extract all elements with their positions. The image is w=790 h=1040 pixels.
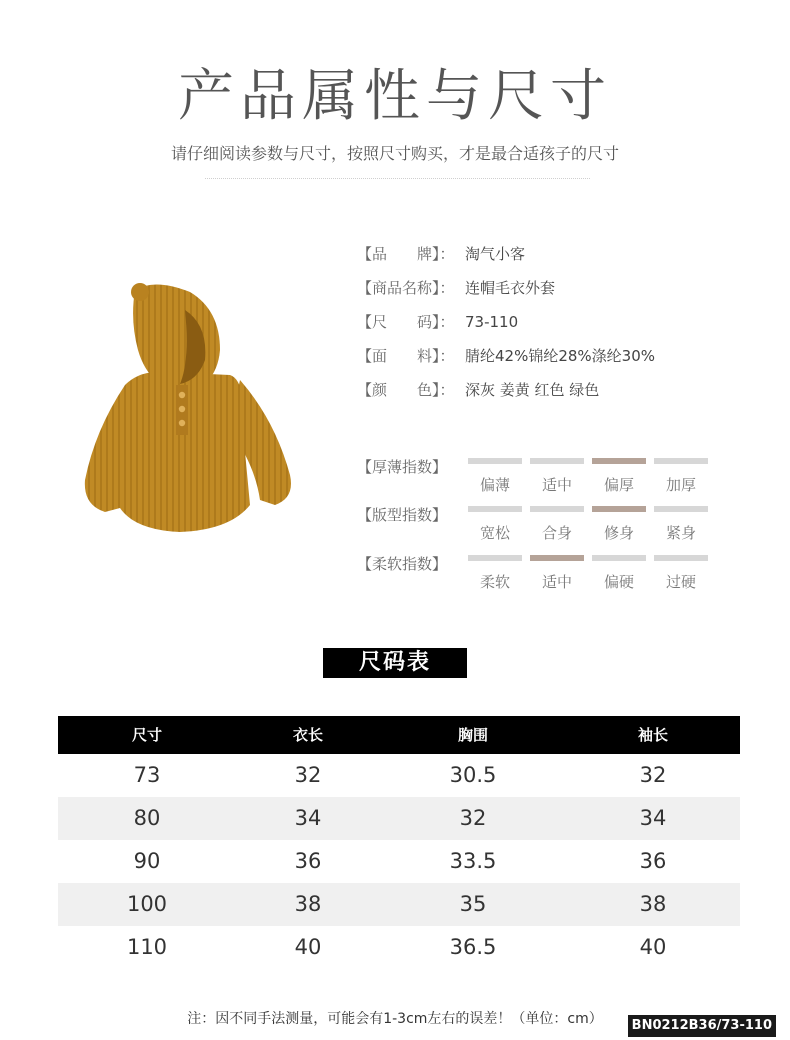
index-option-label: 偏薄 <box>479 476 510 494</box>
index-option <box>650 458 712 495</box>
index-bar <box>654 555 708 561</box>
attribute-label: 【颜 色】： <box>357 381 455 399</box>
index-option <box>588 458 650 495</box>
hooded-sweater-illustration <box>80 280 300 540</box>
index-bar <box>592 506 646 512</box>
index-bar <box>468 506 522 512</box>
index-option-label: 偏硬 <box>603 573 634 591</box>
column-header: 袖长 <box>637 726 668 744</box>
table-cell: 40 <box>294 935 322 959</box>
index-option-label: 偏厚 <box>603 476 634 494</box>
attribute-value: 淘气小客 <box>465 245 526 263</box>
table-cell: 40 <box>639 935 667 959</box>
table-cell: 32 <box>639 763 667 787</box>
index-bar <box>530 555 584 561</box>
index-option <box>526 506 588 543</box>
index-option-label: 过硬 <box>665 573 696 591</box>
index-bar <box>654 506 708 512</box>
index-bar <box>654 458 708 464</box>
table-cell: 100 <box>126 892 168 916</box>
table-cell: 38 <box>294 892 322 916</box>
table-cell: 36.5 <box>449 935 497 959</box>
attribute-list <box>357 243 655 413</box>
table-cell: 30.5 <box>449 763 497 787</box>
attribute-label: 【品 牌】： <box>357 245 455 263</box>
attribute-value: 深灰 姜黄 红色 绿色 <box>465 381 600 399</box>
attribute-value: 腈纶42%锦纶28%涤纶30% <box>465 347 656 365</box>
table-row <box>58 754 740 797</box>
table-cell: 80 <box>133 806 161 830</box>
index-bar <box>468 555 522 561</box>
attribute-value: 连帽毛衣外套 <box>465 279 556 297</box>
table-cell: 73 <box>133 763 161 787</box>
table-cell: 35 <box>459 892 487 916</box>
index-option-label: 加厚 <box>665 476 696 494</box>
index-option-label: 柔软 <box>479 573 510 591</box>
table-cell: 110 <box>126 935 168 959</box>
page-title: 产品属性与尺寸 <box>178 64 612 129</box>
size-chart-heading: 尺码表 <box>323 648 467 678</box>
index-option <box>588 555 650 592</box>
index-bar <box>530 506 584 512</box>
index-bar <box>592 555 646 561</box>
attribute-row-size <box>357 311 655 345</box>
attribute-row-brand <box>357 243 655 277</box>
index-option-label: 合身 <box>541 524 572 542</box>
table-row <box>58 926 740 969</box>
thickness-index-scale <box>464 458 712 495</box>
attribute-row-color <box>357 379 655 413</box>
index-option <box>526 458 588 495</box>
thickness-index-label: 【厚薄指数】 <box>357 458 448 476</box>
attribute-label: 【商品名称】： <box>357 279 455 297</box>
measurement-note: 注：因不同手法测量，可能会有1-3cm左右的误差！（单位：cm） <box>187 1011 603 1027</box>
page-subtitle: 请仔细阅读参数与尺寸，按照尺寸购买，才是最合适孩子的尺寸 <box>170 144 619 163</box>
attribute-row-name <box>357 277 655 311</box>
softness-index-scale <box>464 555 712 592</box>
table-row <box>58 797 740 840</box>
table-cell: 33.5 <box>449 849 497 873</box>
index-option <box>526 555 588 592</box>
size-table <box>58 716 740 969</box>
column-header: 胸围 <box>457 726 488 744</box>
index-bar <box>530 458 584 464</box>
attribute-label: 【面 料】： <box>357 347 455 365</box>
index-option <box>650 506 712 543</box>
index-option-label: 修身 <box>603 524 634 542</box>
index-option-label: 紧身 <box>665 524 696 542</box>
divider <box>205 178 590 179</box>
column-header: 衣长 <box>292 726 323 744</box>
attribute-label: 【尺 码】： <box>357 313 455 331</box>
table-row <box>58 840 740 883</box>
index-option <box>464 506 526 543</box>
table-header <box>58 716 740 754</box>
table-cell: 34 <box>639 806 667 830</box>
table-cell: 32 <box>294 763 322 787</box>
table-cell: 36 <box>639 849 667 873</box>
table-cell: 90 <box>133 849 161 873</box>
index-option <box>588 506 650 543</box>
index-bar <box>592 458 646 464</box>
index-option-label: 适中 <box>541 476 572 494</box>
index-option-label: 宽松 <box>479 524 510 542</box>
index-bar <box>468 458 522 464</box>
table-cell: 36 <box>294 849 322 873</box>
attribute-row-material <box>357 345 655 379</box>
table-cell: 38 <box>639 892 667 916</box>
fit-index-label: 【版型指数】 <box>357 506 448 524</box>
index-option <box>464 555 526 592</box>
index-option <box>464 458 526 495</box>
index-option <box>650 555 712 592</box>
attribute-value: 73-110 <box>465 313 519 331</box>
column-header: 尺寸 <box>131 726 162 744</box>
softness-index-label: 【柔软指数】 <box>357 555 448 573</box>
table-row <box>58 883 740 926</box>
table-cell: 32 <box>459 806 487 830</box>
table-cell: 34 <box>294 806 322 830</box>
index-option-label: 适中 <box>541 573 572 591</box>
product-code-badge: BN0212B36/73-110 <box>628 1015 776 1037</box>
fit-index-scale <box>464 506 712 543</box>
